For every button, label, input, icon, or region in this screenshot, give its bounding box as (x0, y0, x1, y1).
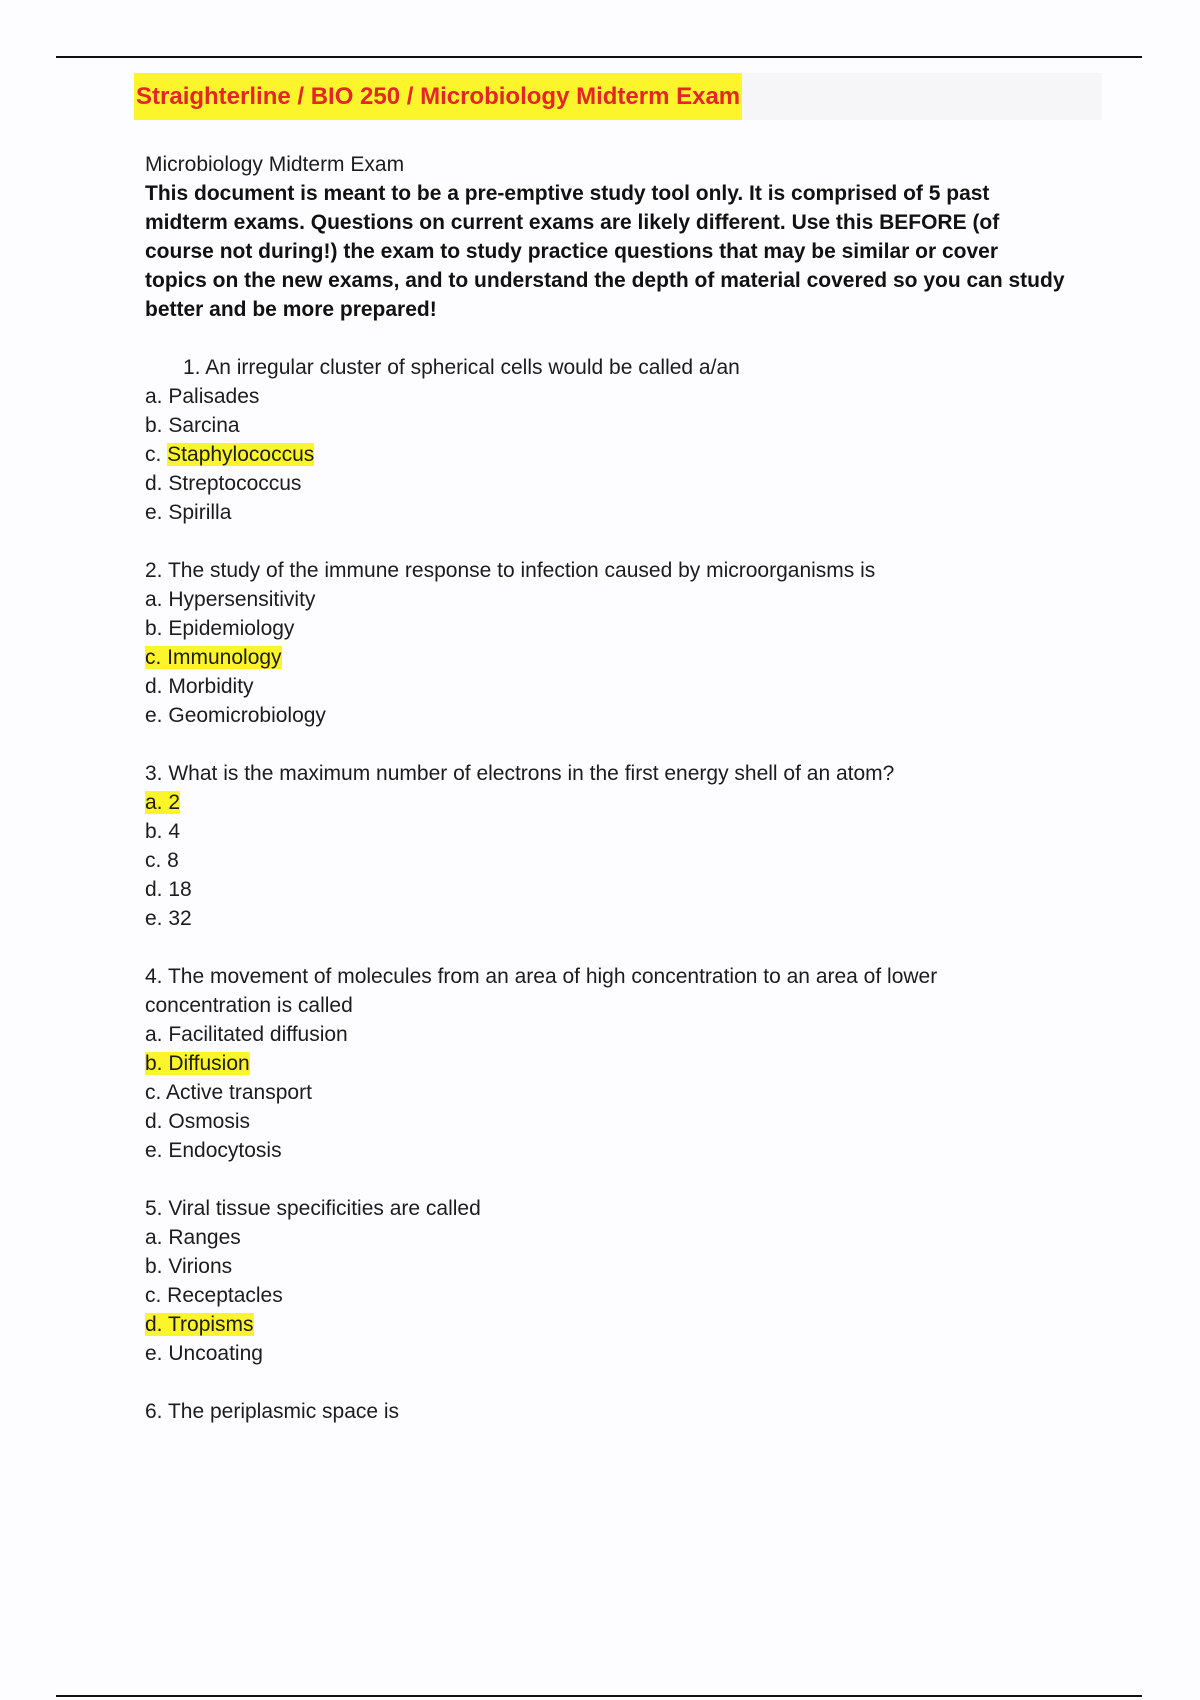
answer-option (145, 817, 1065, 846)
option-prefix: e. (145, 501, 169, 524)
answer-option (145, 440, 1065, 469)
answer-option (145, 1078, 1065, 1107)
option-label: Facilitated diffusion (168, 1023, 348, 1046)
option-label: 18 (168, 878, 192, 901)
answer-option (145, 1020, 1065, 1049)
option-prefix: b. (145, 617, 169, 640)
answer-option (145, 875, 1065, 904)
option-prefix: d. (145, 472, 169, 495)
document-body (145, 150, 1065, 1426)
answer-option (145, 643, 1065, 672)
correct-answer-highlight: b. Diffusion (145, 1052, 250, 1075)
option-prefix: a. (145, 1023, 169, 1046)
answer-option (145, 672, 1065, 701)
option-label: 4 (168, 820, 181, 843)
option-label: Spirilla (168, 501, 232, 524)
answer-option (145, 904, 1065, 933)
answer-options (145, 382, 1065, 527)
option-prefix: c. (145, 443, 168, 466)
question-text: 6. The periplasmic space is (145, 1400, 400, 1423)
question-text: 4. The movement of molecules from an area of high concentration to an area of lower concentration is called (145, 965, 938, 1017)
correct-answer-highlight: c. Immunology (145, 646, 282, 669)
question-list (145, 353, 1065, 1426)
answer-options (145, 1020, 1065, 1165)
option-label: Palisades (168, 385, 260, 408)
option-label: Sarcina (168, 414, 240, 437)
question-2 (145, 556, 1065, 730)
answer-option (145, 1107, 1065, 1136)
option-label: 32 (168, 907, 192, 930)
question-3 (145, 759, 1065, 933)
answer-option (145, 585, 1065, 614)
answer-options (145, 585, 1065, 730)
option-prefix: e. (145, 1139, 169, 1162)
option-label: 8 (167, 849, 179, 872)
option-label: Endocytosis (168, 1139, 282, 1162)
option-prefix: b. (145, 414, 169, 437)
answer-option (145, 498, 1065, 527)
intro-paragraph: This document is meant to be a pre-emptive study tool only. It is comprised of 5 past midterm exams. Questions on current exams are likely different. Use this BEFORE (of course not during!) the exam to study practice questions that may be similar or cover topics on the new exams, and to understand the depth of material covered so you can study better and be more prepared! (145, 182, 1065, 321)
question-4 (145, 962, 1065, 1165)
answer-option (145, 1049, 1065, 1078)
question-5 (145, 1194, 1065, 1368)
document-subtitle: Microbiology Midterm Exam (145, 153, 405, 176)
option-prefix: b. (145, 1255, 169, 1278)
answer-option (145, 382, 1065, 411)
option-label: Hypersensitivity (168, 588, 316, 611)
option-label: Streptococcus (168, 472, 302, 495)
answer-option (145, 1310, 1065, 1339)
option-prefix: d. (145, 675, 169, 698)
option-label: Receptacles (167, 1284, 283, 1307)
answer-option (145, 614, 1065, 643)
answer-option (145, 411, 1065, 440)
option-prefix: c. (145, 849, 168, 872)
question-text: 2. The study of the immune response to infection caused by microorganisms is (145, 559, 876, 582)
option-label: Geomicrobiology (168, 704, 326, 727)
correct-answer-highlight: Staphylococcus (167, 443, 315, 466)
option-prefix: b. (145, 820, 169, 843)
answer-options (145, 788, 1065, 933)
correct-answer-highlight: a. 2 (145, 791, 181, 814)
option-prefix: d. (145, 878, 169, 901)
document-title: Straighterline / BIO 250 / Microbiology Midterm Exam (134, 73, 742, 120)
answer-option (145, 1339, 1065, 1368)
option-prefix: d. (145, 1110, 169, 1133)
answer-option (145, 1223, 1065, 1252)
question-1 (145, 353, 1065, 527)
option-label: Epidemiology (168, 617, 295, 640)
answer-option (145, 846, 1065, 875)
option-prefix: a. (145, 1226, 169, 1249)
correct-answer-highlight: d. Tropisms (145, 1313, 254, 1336)
top-rule (56, 56, 1142, 58)
question-6 (145, 1397, 1065, 1426)
question-text: 5. Viral tissue specificities are called (145, 1197, 481, 1220)
option-label: Morbidity (168, 675, 254, 698)
answer-option (145, 1136, 1065, 1165)
option-prefix: e. (145, 907, 169, 930)
option-prefix: c. (145, 1284, 168, 1307)
answer-option (145, 1252, 1065, 1281)
answer-option (145, 1281, 1065, 1310)
option-label: Uncoating (168, 1342, 263, 1365)
question-text: 1. An irregular cluster of spherical cells would be called a/an (183, 356, 740, 379)
option-prefix: e. (145, 704, 169, 727)
bottom-rule (56, 1695, 1142, 1697)
answer-option (145, 788, 1065, 817)
option-label: Osmosis (168, 1110, 251, 1133)
answer-option (145, 469, 1065, 498)
option-prefix: a. (145, 385, 169, 408)
option-prefix: c. (145, 1081, 167, 1104)
option-label: Active transport (166, 1081, 312, 1104)
option-prefix: e. (145, 1342, 169, 1365)
answer-options (145, 1223, 1065, 1368)
option-label: Ranges (168, 1226, 241, 1249)
option-prefix: a. (145, 588, 169, 611)
question-text: 3. What is the maximum number of electrons in the first energy shell of an atom? (145, 762, 895, 785)
option-label: Virions (168, 1255, 233, 1278)
answer-option (145, 701, 1065, 730)
